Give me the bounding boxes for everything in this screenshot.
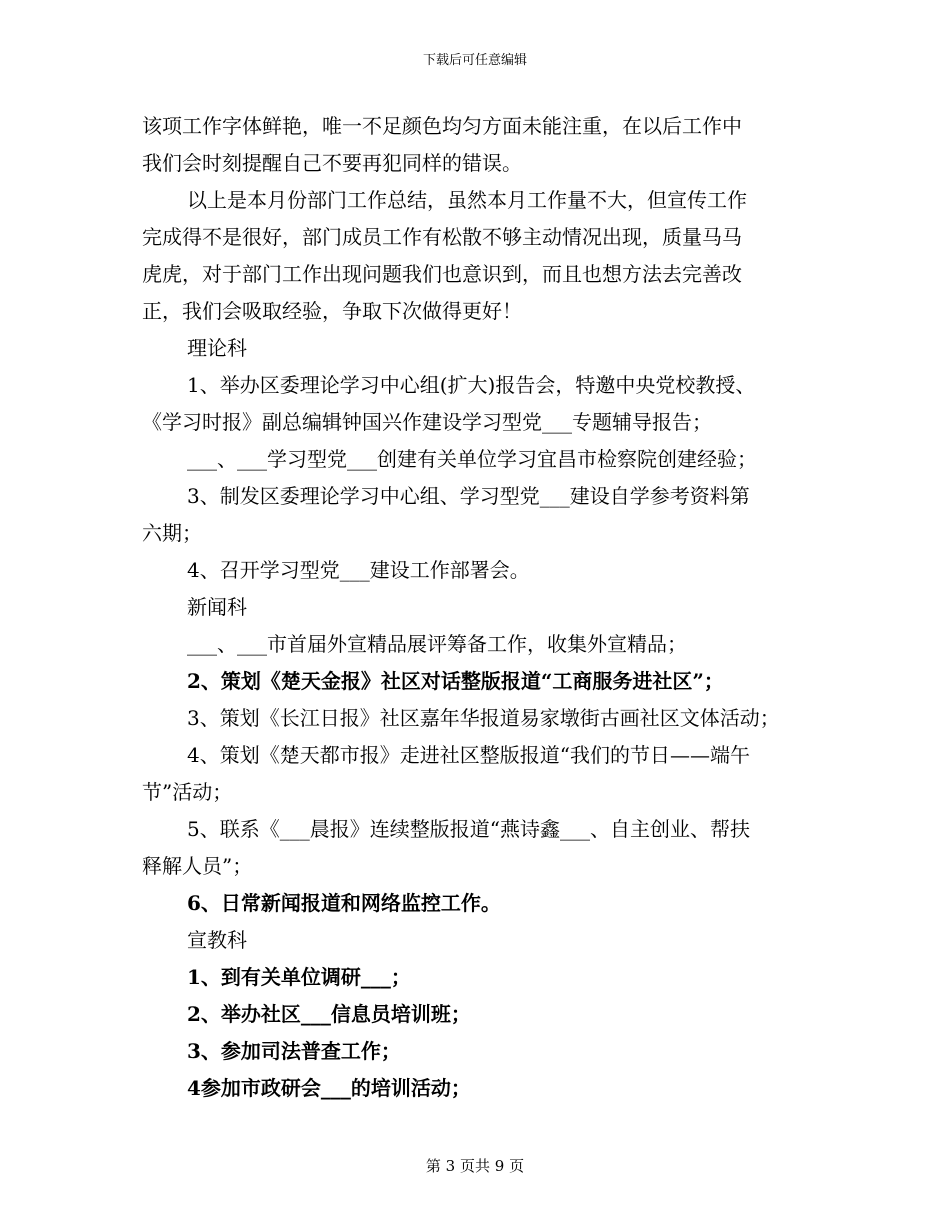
paragraph-line: 正，我们会吸取经验，争取下次做得更好！ <box>142 299 522 323</box>
list-item-continuation: 六期； <box>142 521 202 545</box>
paragraph-line: 该项工作字体鲜艳，唯一不足颜色均匀方面未能注重，在以后工作中 <box>142 114 742 138</box>
page-footer: 第 3 页共 9 页 <box>425 1157 525 1175</box>
section-heading-news: 新闻科 <box>187 595 247 619</box>
document-body <box>142 108 822 1107</box>
list-item: 4、策划《楚天都市报》走进社区整版报道“我们的节日——端午 <box>187 743 750 767</box>
list-item: 1、举办区委理论学习中心组(扩大)报告会，特邀中央党校教授、 <box>187 373 756 397</box>
paragraph-line: 我们会时刻提醒自己不要再犯同样的错误。 <box>142 151 522 175</box>
paragraph-line: 虎虎，对于部门工作出现问题我们也意识到，而且也想方法去完善改 <box>142 262 742 286</box>
list-item-continuation: 节”活动； <box>142 780 233 804</box>
page-header: 下载后可任意编辑 <box>422 53 527 68</box>
list-item-continuation: 《学习时报》副总编辑钟国兴作建设学习型党___专题辅导报告； <box>142 410 712 434</box>
list-item: 6、日常新闻报道和网络监控工作。 <box>187 891 501 915</box>
list-item: 3、制发区委理论学习中心组、学习型党___建设自学参考资料第 <box>187 484 750 508</box>
list-item: 1、到有关单位调研___； <box>187 965 411 989</box>
section-heading-education: 宣教科 <box>187 928 247 952</box>
list-item: 4、召开学习型党___建设工作部署会。 <box>187 558 530 582</box>
paragraph-line: 以上是本月份部门工作总结，虽然本月工作量不大，但宣传工作 <box>187 188 747 212</box>
list-item: ___、___学习型党___创建有关单位学习宜昌市检察院创建经验； <box>187 447 757 471</box>
list-item: 3、参加司法普查工作； <box>187 1039 401 1063</box>
list-item: 2、举办社区___信息员培训班； <box>187 1002 471 1026</box>
list-item: 3、策划《长江日报》社区嘉年华报道易家墩街古画社区文体活动； <box>187 706 780 730</box>
list-item-continuation: 释解人员”； <box>142 854 253 878</box>
paragraph-line: 完成得不是很好，部门成员工作有松散不够主动情况出现，质量马马 <box>142 225 742 249</box>
list-item: 2、策划《楚天金报》社区对话整版报道“工商服务进社区”； <box>187 669 724 693</box>
list-item: 5、联系《___晨报》连续整版报道“燕诗鑫___、自主创业、帮扶 <box>187 817 750 841</box>
list-item: 4参加市政研会___的培训活动； <box>187 1076 471 1100</box>
list-item: ___、___市首届外宣精品展评筹备工作，收集外宣精品； <box>187 632 687 656</box>
section-heading-theory: 理论科 <box>187 336 247 360</box>
